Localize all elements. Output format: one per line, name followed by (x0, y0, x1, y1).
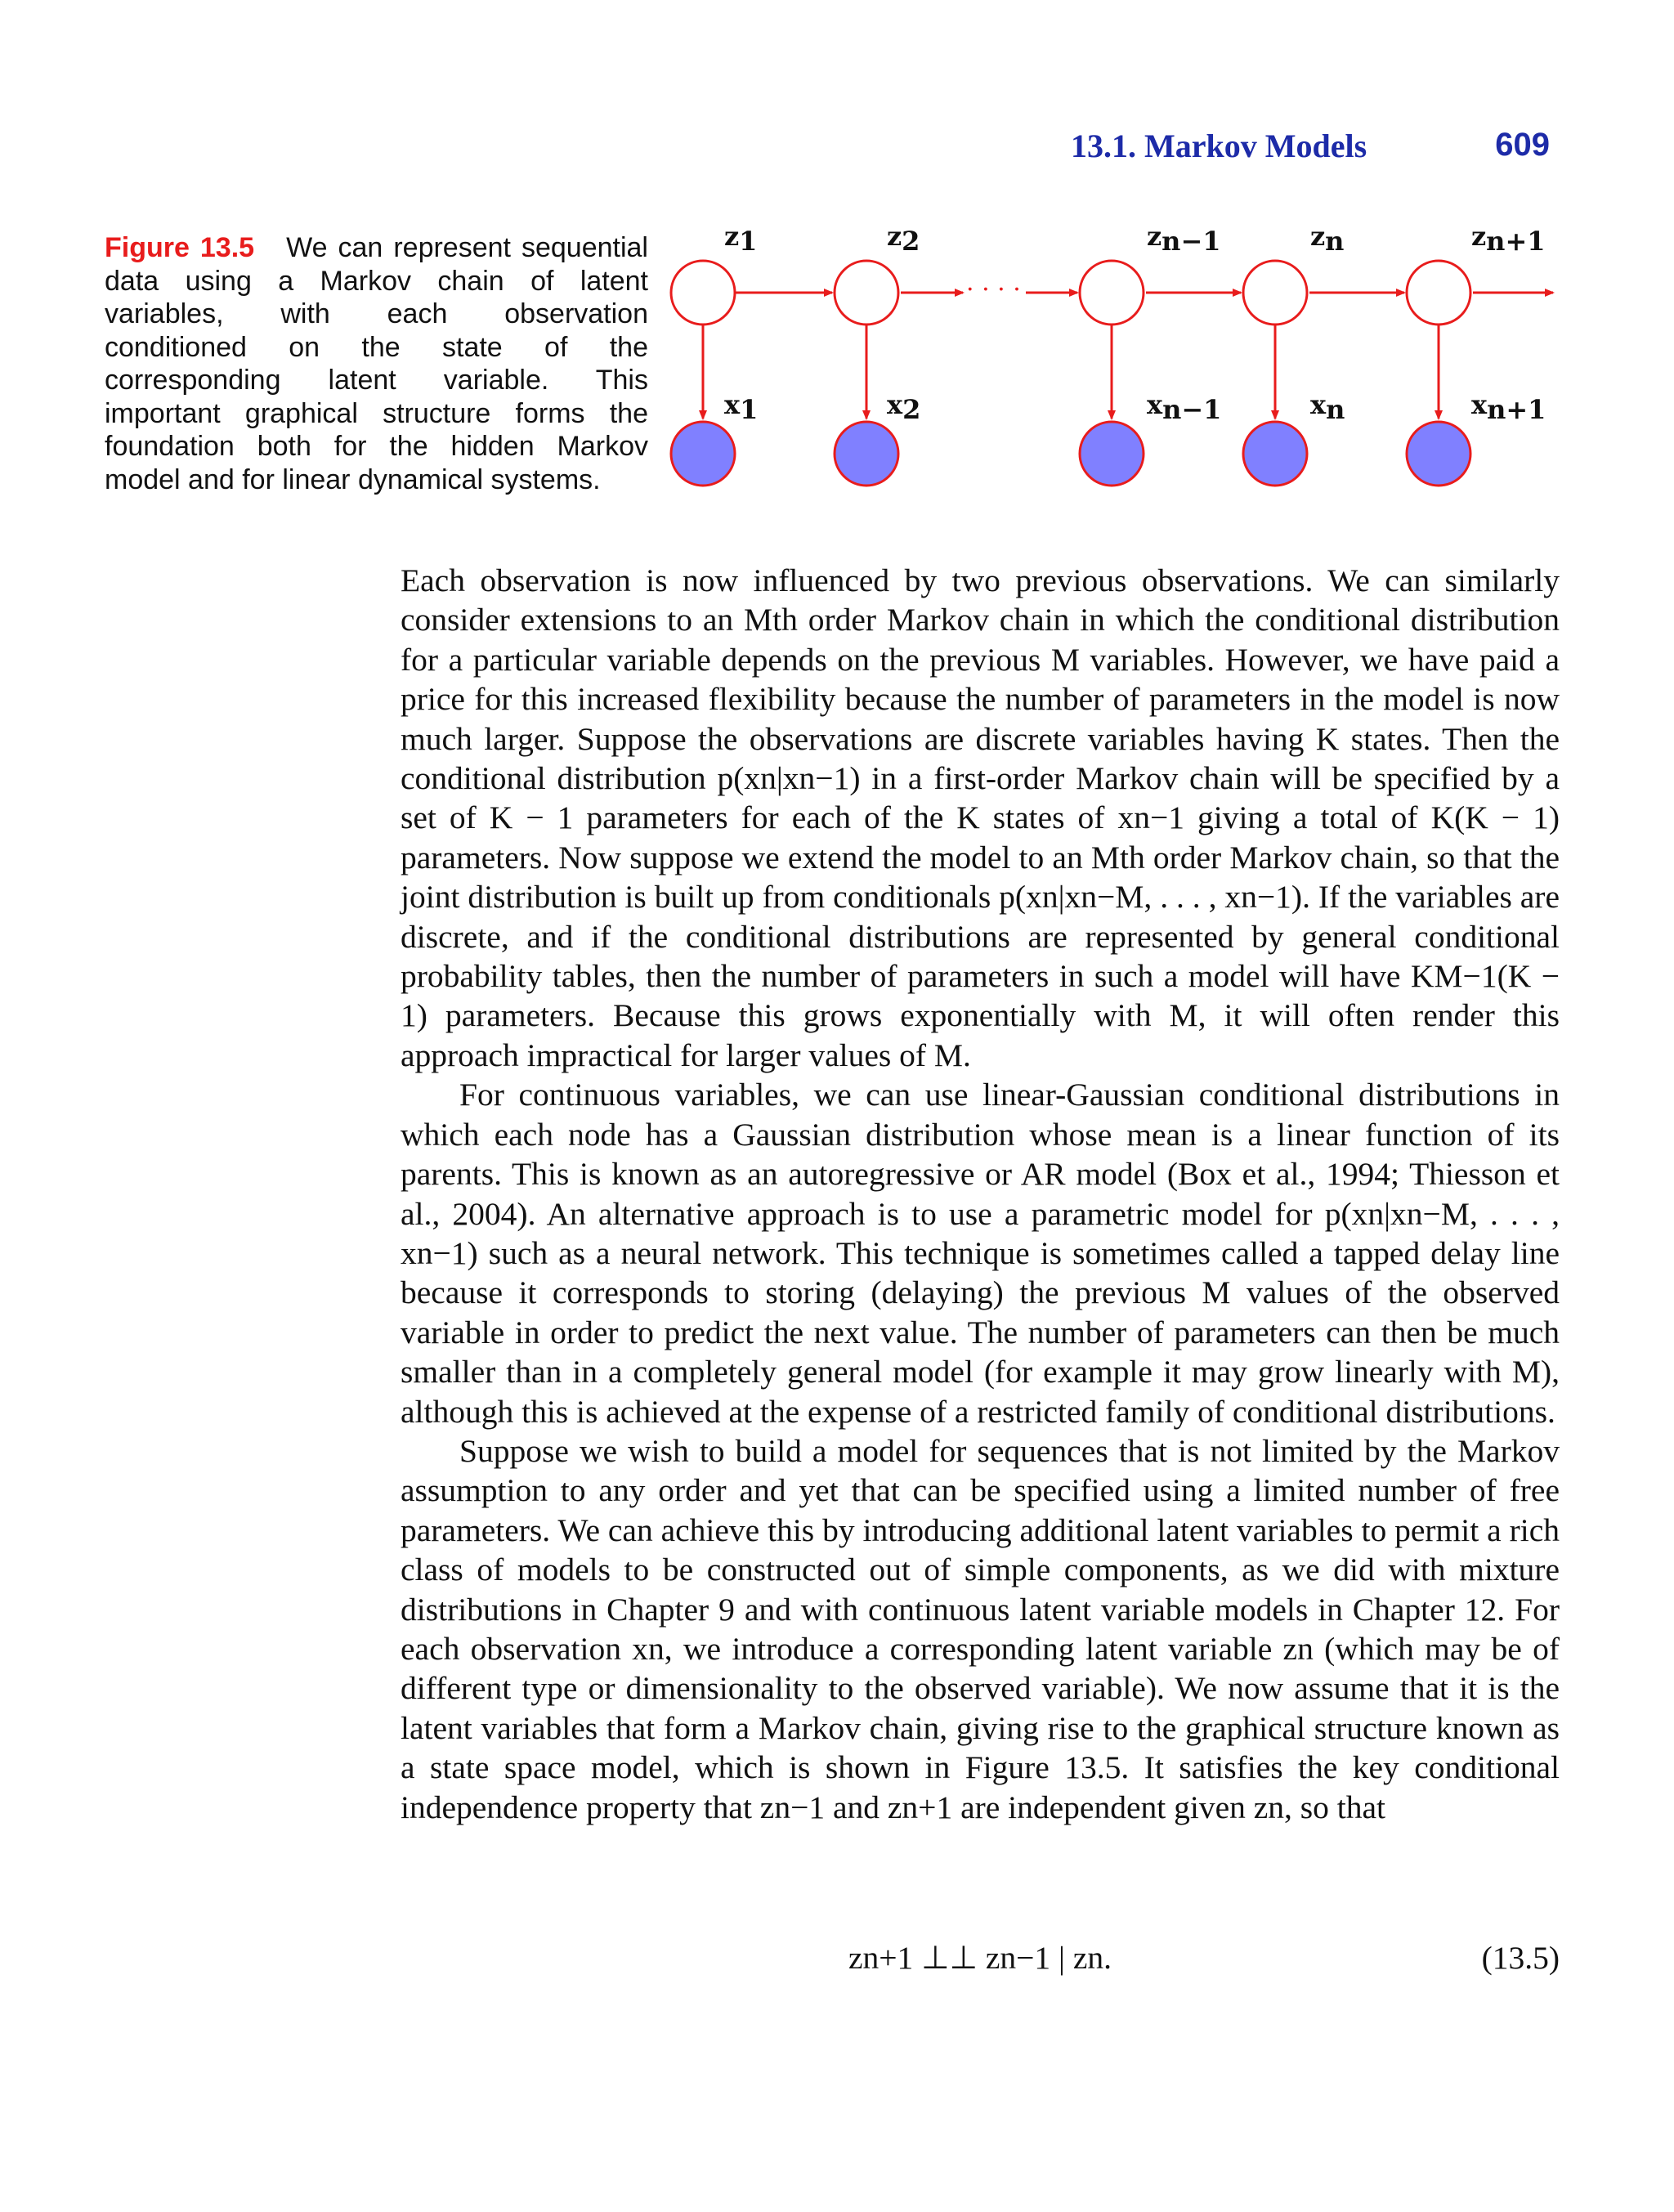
latent-label-zn-1 (1147, 221, 1221, 257)
svg-text:zn: zn (1310, 221, 1345, 257)
latent-label-z2 (887, 221, 920, 257)
observed-node-xn-1 (1080, 422, 1144, 486)
svg-text:z2: z2 (887, 221, 920, 257)
observed-label-x1 (724, 389, 758, 425)
observed-node-x1 (671, 422, 735, 486)
svg-text:z1: z1 (724, 221, 758, 257)
page-number: 609 (1495, 127, 1550, 163)
observed-label-xn+1 (1471, 389, 1546, 425)
markov-chain-diagram (654, 221, 1561, 499)
page-header (1071, 127, 1561, 176)
caption-text: We can represent sequential data using a Markov chain of latent variables, with each observation conditioned on the state of the corresponding latent variable. This important graphical structure forms the foundation both for the hidden Markov model and for linear dynamical systems. (105, 232, 648, 495)
figure-caption (105, 231, 648, 496)
latent-node-z1 (671, 261, 735, 325)
svg-text:xn−1: xn−1 (1147, 389, 1222, 425)
paragraph-3: Suppose we wish to build a model for sequences that is not limited by the Markov assumption to any order and yet that can be specified using a limited number of free parameters. We can achieve this by introducing additional latent variables to permit a rich class of models to be constructed out of simple components, as we did with mixture distributions in Chapter 9 and with continuous latent variable models in Chapter 12. For each observation xn, we introduce a corresponding latent variable zn (which may be of different type or dimensionality to the observed variable). We now assume that it is the latent variables that form a Markov chain, giving rise to the graphical structure known as a state space model, which is shown in Figure 13.5. It satisfies the key conditional independence property that zn−1 and zn+1 are independent given zn, so that (401, 1432, 1560, 1825)
observed-node-xn (1243, 422, 1307, 486)
observed-node-x2 (835, 422, 898, 486)
body-text (401, 561, 1560, 1827)
latent-label-zn+1 (1471, 221, 1546, 257)
latent-node-z2 (835, 261, 898, 325)
svg-text:x2: x2 (887, 389, 921, 425)
latent-node-zn+1 (1407, 261, 1470, 325)
svg-text:xn+1: xn+1 (1471, 389, 1546, 425)
figure-label: Figure 13.5 (105, 232, 255, 263)
latent-label-z1 (724, 221, 757, 257)
latent-label-zn (1310, 221, 1344, 257)
observed-label-xn-1 (1147, 389, 1221, 425)
equation-number: (13.5) (1481, 1940, 1560, 1976)
paragraph-1: Each observation is now influenced by two previous observations. We can similarly consider extensions to an Mth order Markov chain in which the conditional distribution for a particular variable depends on the previous M variables. However, we have paid a price for this increased flexibility because the number of parameters in the model is now much larger. Suppose the observations are discrete variables having K states. Then the conditional distribution p(xn|xn−1) in a first-order Markov chain will be specified by a set of K − 1 parameters for each of the K states of xn−1 giving a total of K(K − 1) parameters. Now suppose we extend the model to an Mth order Markov chain, so that the joint distribution is built up from conditionals p(xn|xn−M, . . . , xn−1). If the variables are discrete, and if the conditional distributions are represented by general conditional probability tables, then the number of parameters in such a model will have KM−1(K − 1) parameters. Because this grows exponentially with M, it will often render this approach impractical for larger values of M. (401, 562, 1560, 1073)
paragraph-2: For continuous variables, we can use linear-Gaussian conditional distributions in which each node has a Gaussian distribution whose mean is a linear function of its parents. This is known as an autoregressive or AR model (Box et al., 1994; Thiesson et al., 2004). An alternative approach is to use a parametric model for p(xn|xn−M, . . . , xn−1) such as a neural network. This technique is sometimes called a tapped delay line because it corresponds to storing (delaying) the previous M values of the observed variable in order to predict the next value. The number of parameters can then be much smaller than in a completely general model (for example it may grow linearly with M), although this is achieved at the expense of a restricted family of conditional distributions. (401, 1077, 1560, 1430)
svg-text:zn+1: zn+1 (1471, 221, 1546, 257)
observed-label-x2 (887, 389, 920, 425)
chain-ellipsis: · · · · (966, 275, 1021, 304)
observed-node-xn+1 (1407, 422, 1470, 486)
latent-node-zn-1 (1080, 261, 1144, 325)
equation-13-5 (401, 1939, 1560, 1981)
running-title: 13.1. Markov Models (1071, 128, 1367, 164)
equation-body: zn+1 ⊥⊥ zn−1 | zn. (848, 1940, 1112, 1976)
latent-node-zn (1243, 261, 1307, 325)
svg-text:zn−1: zn−1 (1147, 221, 1221, 257)
svg-text:xn: xn (1310, 389, 1345, 425)
observed-label-xn (1310, 389, 1345, 425)
svg-text:x1: x1 (724, 389, 759, 425)
